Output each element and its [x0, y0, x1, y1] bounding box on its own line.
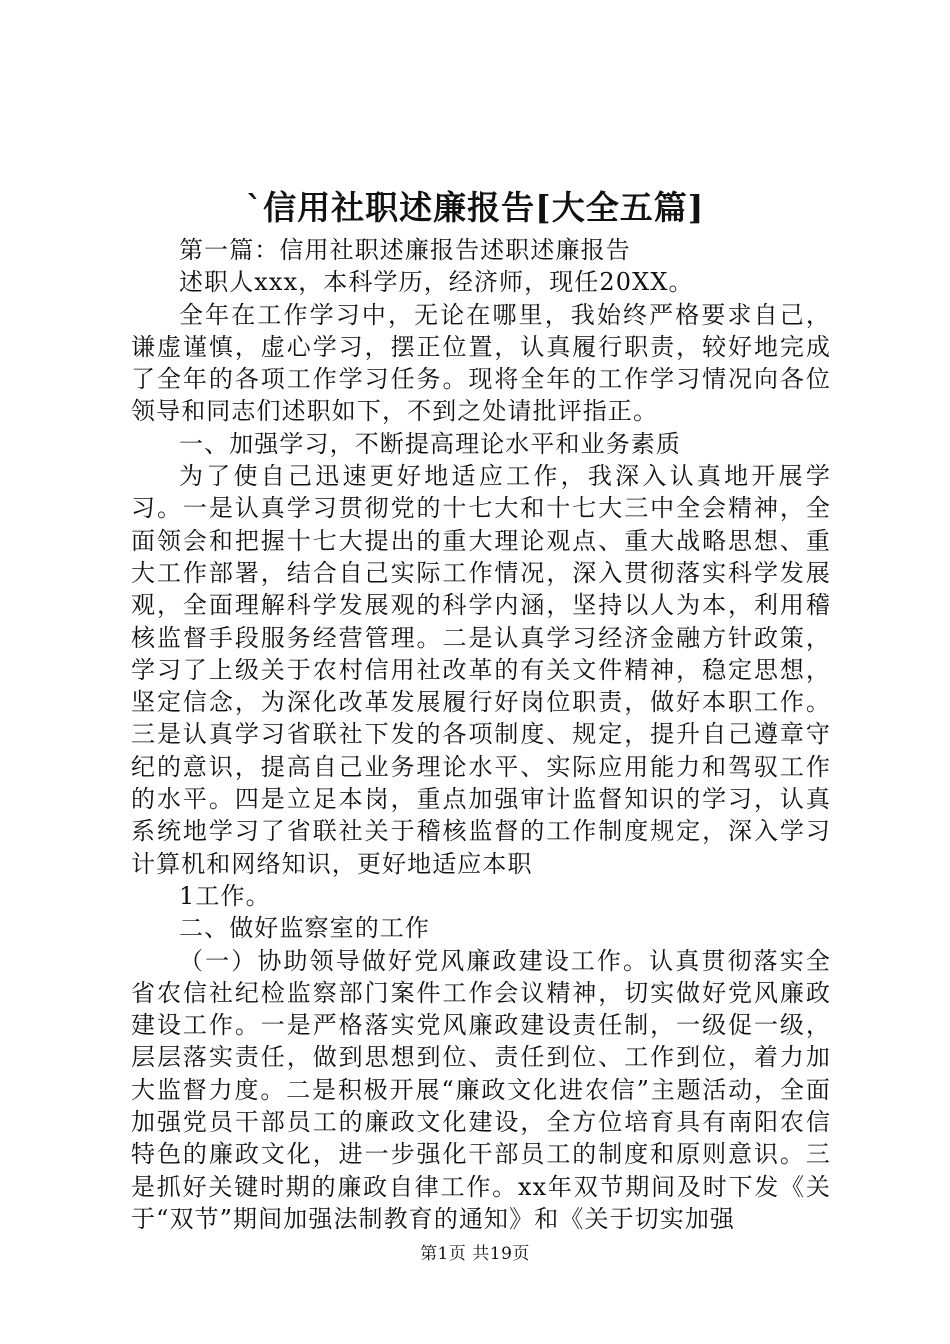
document-title: `信用社职述廉报告[大全五篇] — [245, 188, 705, 227]
paragraph: 述职人xxx，本科学历，经济师，现任20XX。 — [179, 268, 694, 297]
paragraph: 1工作。 — [179, 881, 271, 910]
paragraph: （一）协助领导做好党风廉政建设工作。认真贯彻落实全省农信社纪检监察部门案件工作会议精神，切实做好党风廉政建设工作。一是严格落实党风廉政建设责任制，一级促一级，层层落实责任，做到思想到位、责任到位、工作到位，着力加大监督力度。二是积极开展“廉政文化进农信”主题活动，全面加强党员干部员工的廉政文化建设，全方位培育具有南阳农信特色的廉政文化，进一步强化干部员工的制度和原则意识。三是抓好关键时期的廉政自律工作。xx年双节期间及时下发《关于“双节”期间加强法制教育的通知》和《关于切实加强 — [131, 946, 831, 1233]
page-footer: 第1页 共19页 — [420, 1244, 530, 1264]
paragraph: 一、加强学习，不断提高理论水平和业务素质 — [179, 429, 681, 458]
paragraph: 二、做好监察室的工作 — [179, 914, 430, 943]
paragraph: 第一篇：信用社职述廉报告述职述廉报告 — [179, 236, 631, 264]
paragraph: 为了使自己迅速更好地适应工作，我深入认真地开展学习。一是认真学习贯彻党的十七大和十七大三中全会精神，全面领会和把握十七大提出的重大理论观点、重大战略思想、重大工作部署，结合自己实际工作情况，深入贯彻落实科学发展观，全面理解科学发展观的科学内涵，坚持以人为本，利用稽核监督手段服务经营管理。二是认真学习经济金融方针政策，学习了上级关于农村信用社改革的有关文件精神，稳定思想，坚定信念，为深化改革发展履行好岗位职责，做好本职工作。三是认真学习省联社下发的各项制度、规定，提升自己遵章守纪的意识，提高自己业务理论水平、实际应用能力和驾驭工作的水平。四是立足本岗，重点加强审计监督知识的学习，认真系统地学习了省联社关于稽核监督的工作制度规定，深入学习计算机和网络知识，更好地适应本职 — [131, 462, 831, 878]
paragraph: 全年在工作学习中，无论在哪里，我始终严格要求自己，谦虚谨慎，虚心学习，摆正位置，认真履行职责，较好地完成了全年的各项工作学习任务。现将全年的工作学习情况向各位领导和同志们述职如下，不到之处请批评指正。 — [131, 300, 831, 426]
document-body — [131, 234, 831, 1235]
